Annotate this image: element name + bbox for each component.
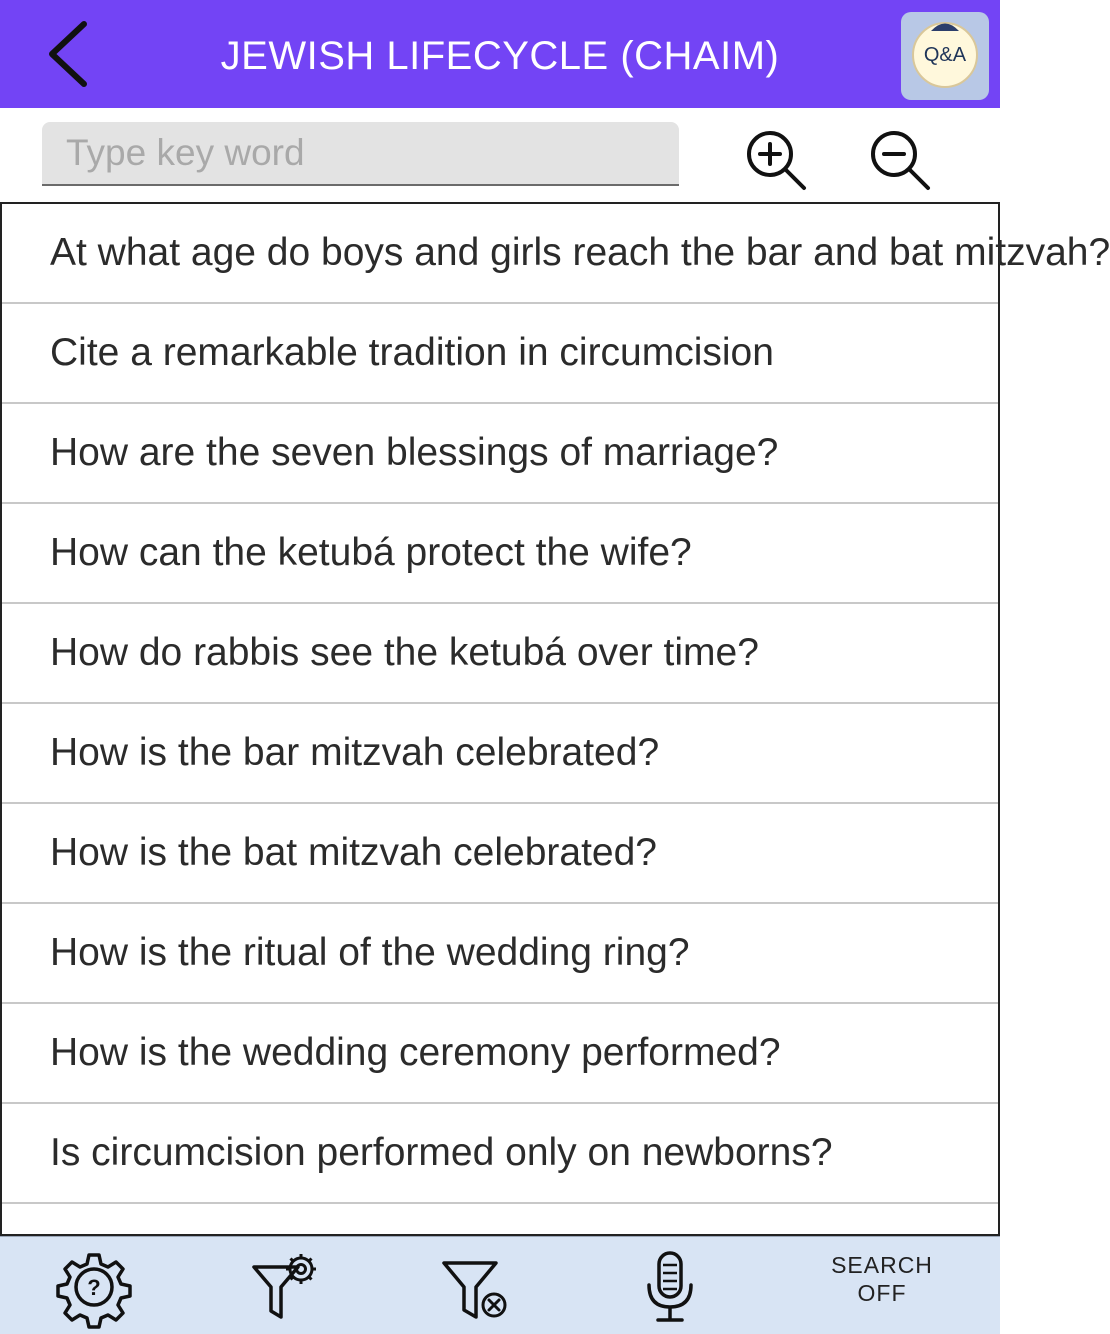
list-item[interactable]: How is the wedding ceremony performed? [2,1004,998,1104]
list-item[interactable]: Is circumcision performed only on newborns? [2,1104,998,1204]
bottom-toolbar [0,1236,1000,1334]
list-item[interactable]: How is the bat mitzvah celebrated? [2,804,998,904]
zoom-in-icon [744,128,808,192]
microphone-icon [632,1249,708,1325]
search-toggle-button[interactable] [818,1251,946,1323]
help-gear-icon [56,1249,132,1325]
back-button[interactable] [38,18,102,90]
qa-badge [912,22,978,88]
list-item[interactable]: Cite a remarkable tradition in circumcision [2,304,998,404]
chevron-left-icon [38,18,102,90]
question-list[interactable] [0,202,1110,1236]
page-title: JEWISH LIFECYCLE (CHAIM) [220,34,780,78]
list-item[interactable]: At what age do boys and girls reach the bar and bat mitzvah? [2,204,998,304]
zoom-out-button[interactable] [868,128,932,192]
search-input[interactable] [42,122,679,186]
search-toggle-label: SEARCH [831,1252,933,1278]
list-item[interactable]: How do rabbis see the ketubá over time? [2,604,998,704]
list-item[interactable]: How is the ritual of the wedding ring? [2,904,998,1004]
svg-text:?: ? [87,1275,101,1300]
qa-label: Q&A [923,44,967,66]
list-item[interactable]: How are the seven blessings of marriage? [2,404,998,504]
kippah-icon [929,20,961,32]
help-settings-button[interactable] [56,1249,132,1325]
filter-settings-button[interactable] [248,1249,324,1325]
filter-settings-icon [248,1249,324,1325]
search-toggle-state: OFF [857,1280,907,1306]
zoom-in-button[interactable] [744,128,808,192]
zoom-out-icon [868,128,932,192]
microphone-button[interactable] [632,1249,708,1325]
filter-clear-icon [438,1249,514,1325]
list-item[interactable]: How can the ketubá protect the wife? [2,504,998,604]
qa-button[interactable] [901,12,989,100]
filter-clear-button[interactable] [438,1249,514,1325]
header-bar [0,0,1000,108]
list-item[interactable]: How is the bar mitzvah celebrated? [2,704,998,804]
